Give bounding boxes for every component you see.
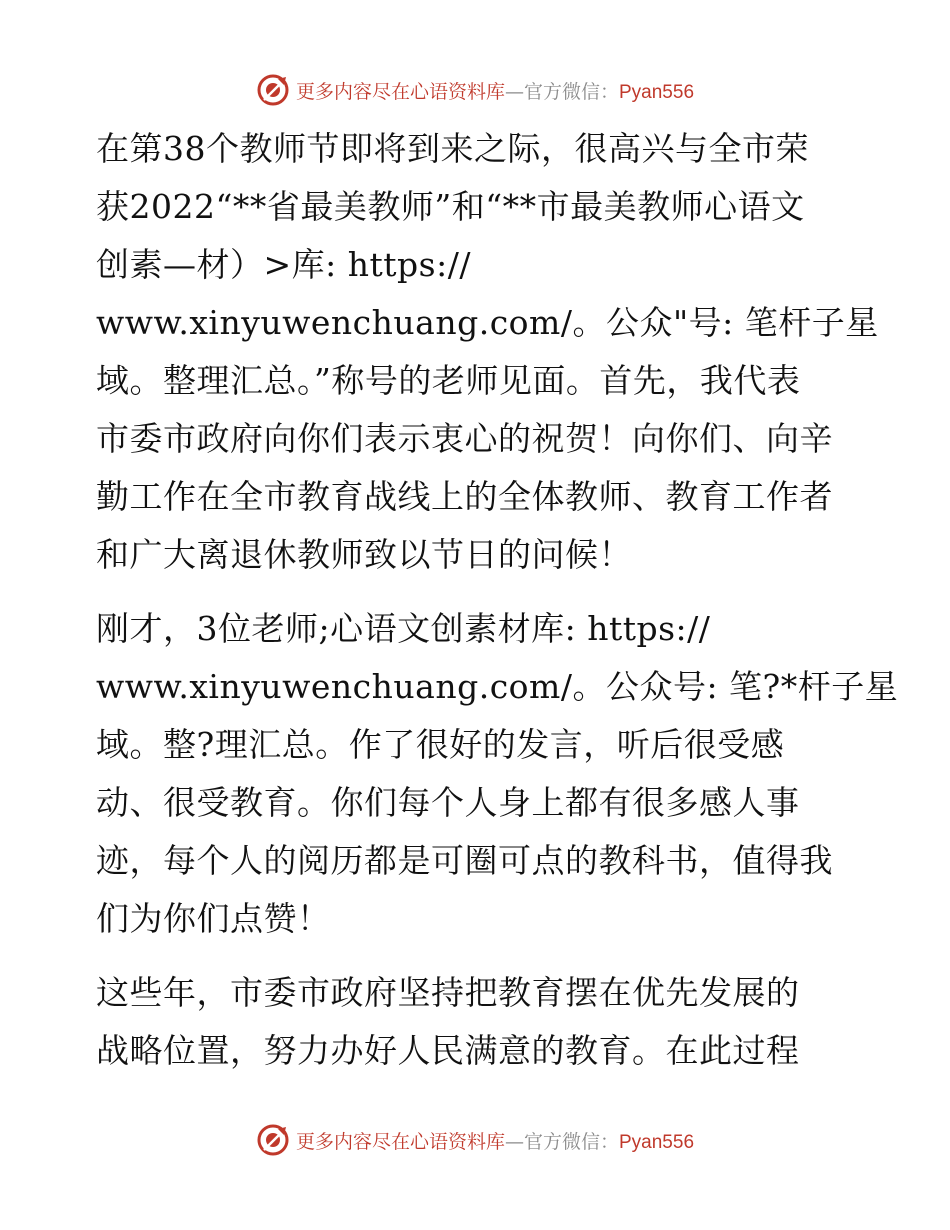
text-line: 这些年，市委市政府坚持把教育摆在优先发展的 [96, 973, 800, 1012]
text-line: www.xinyuwenchuang.com/。公众"号: 笔杆子星 [96, 303, 879, 342]
banner-wechat-id: Pyan556 [619, 1131, 695, 1153]
text-line: 域。整?理汇总。作了很好的发言，听后很受感 [96, 725, 785, 764]
text-line: 战略位置，努力办好人民满意的教育。在此过程 [96, 1031, 800, 1070]
banner-official-text: 官方微信： [523, 1130, 619, 1153]
paragraph [96, 120, 879, 584]
paragraph-gap [96, 584, 876, 600]
banner-dash: — [504, 1130, 524, 1153]
text-line: 刚才，3位老师;心语文创素材库: https:// [96, 609, 711, 648]
banner-official-text: 官方微信： [523, 80, 619, 103]
banner-text [296, 1127, 694, 1154]
banner-text [296, 77, 694, 104]
banner-wechat-id: Pyan556 [619, 81, 695, 103]
brand-logo-icon [256, 1123, 290, 1157]
text-line: 在第38个教师节即将到来之际，很高兴与全市荣 [96, 129, 809, 168]
text-line: 动、很受教育。你们每个人身上都有很多感人事 [96, 783, 800, 822]
text-line: 和广大离退休教师致以节日的问候！ [96, 535, 632, 574]
text-line: 们为你们点赞！ [96, 899, 331, 938]
document-body [96, 120, 899, 1080]
header-watermark-banner [0, 70, 950, 110]
banner-main-text: 更多内容尽在心语资料库 [295, 80, 505, 103]
text-line: 迹，每个人的阅历都是可圈可点的教科书，值得我 [96, 841, 833, 880]
text-line: 市委市政府向你们表示衷心的祝贺！向你们、向辛 [96, 419, 833, 458]
text-line: 域。整理汇总。”称号的老师见面。首先，我代表 [96, 361, 801, 400]
footer-watermark-banner [0, 1120, 950, 1160]
paragraph [96, 964, 876, 1080]
banner-main-text: 更多内容尽在心语资料库 [295, 1130, 505, 1153]
brand-logo-icon [256, 73, 290, 107]
text-line: 勤工作在全市教育战线上的全体教师、教育工作者 [96, 477, 833, 516]
paragraph [96, 600, 899, 948]
text-line: 获2022“**省最美教师”和“**市最美教师心语文 [96, 187, 805, 226]
paragraph-gap [96, 948, 876, 964]
banner-dash: — [504, 80, 524, 103]
text-line: www.xinyuwenchuang.com/。公众号: 笔?*杆子星 [96, 667, 899, 706]
text-line: 创素—材）>库: https:// [96, 245, 471, 284]
